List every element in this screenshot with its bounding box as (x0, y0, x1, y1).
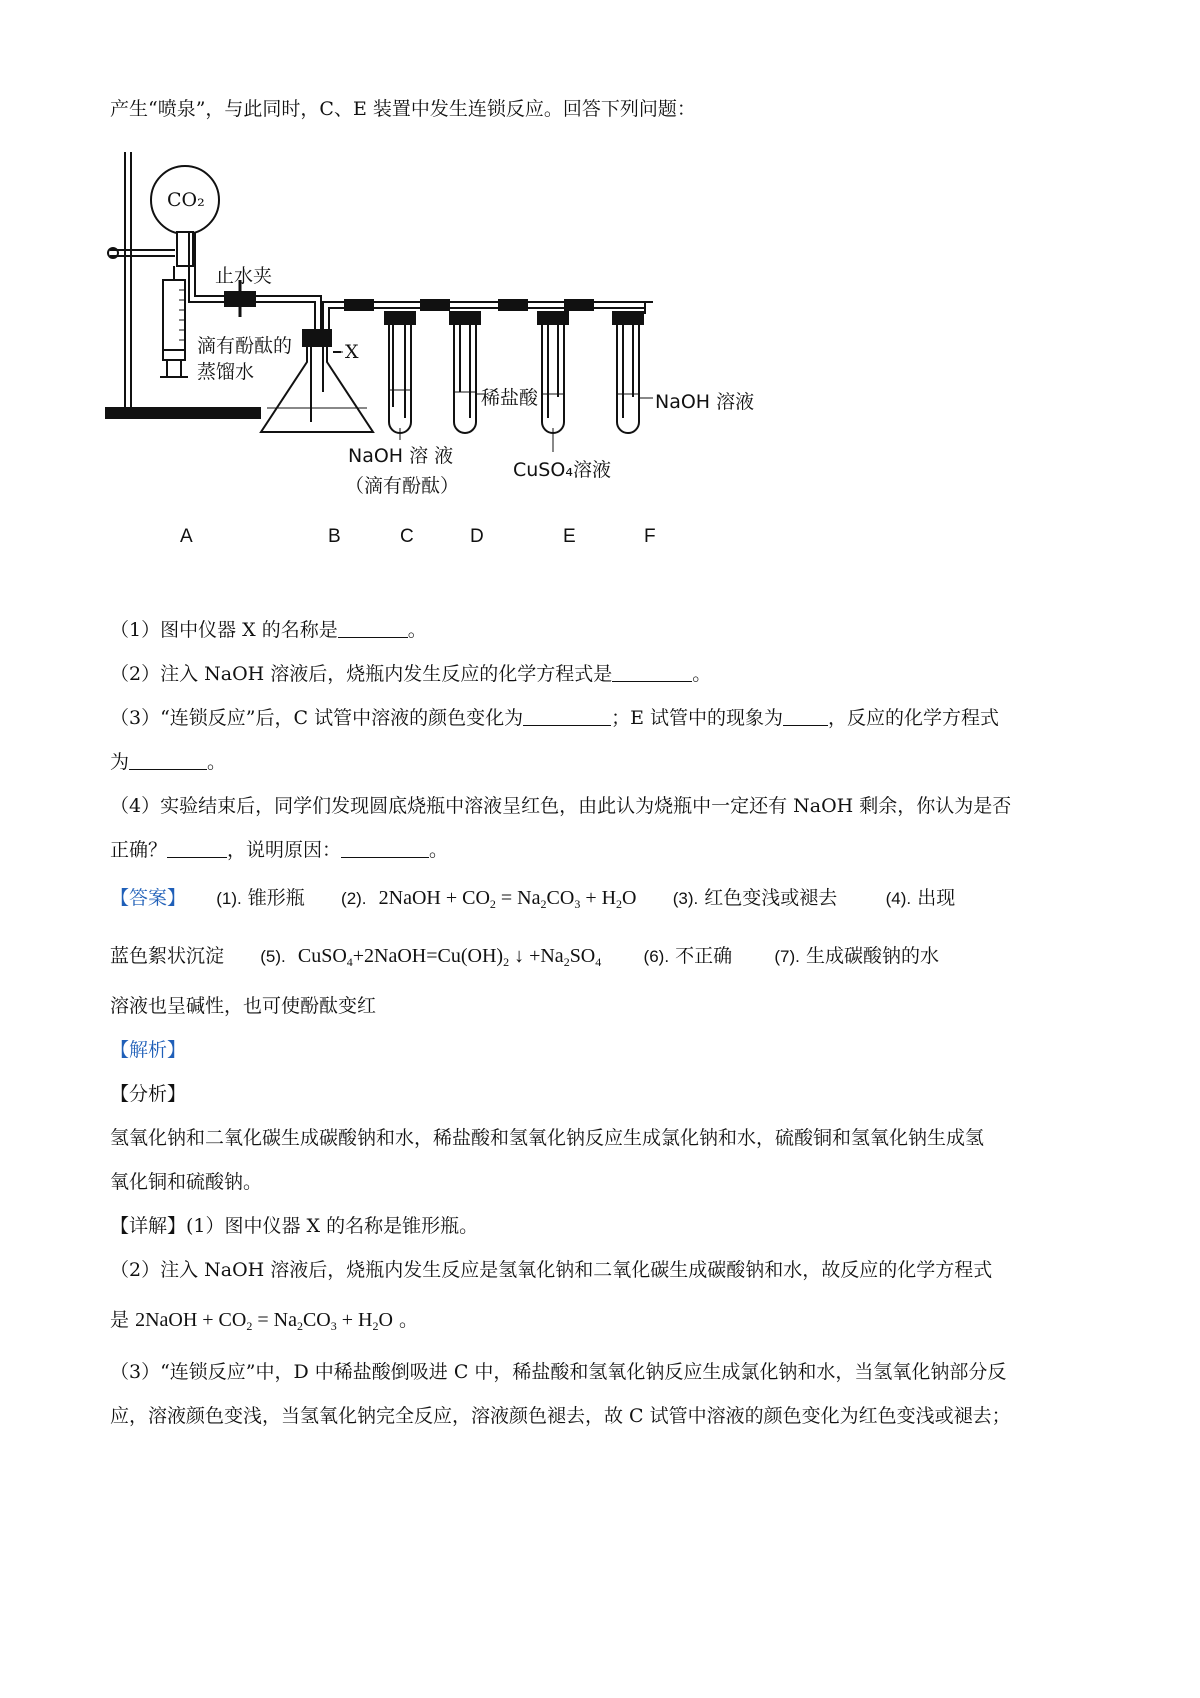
answer-blank[interactable] (341, 839, 429, 858)
detail-line-3: 是 2NaOH + $CO_2 = Na_2CO_3 + H_2O$ 。 (110, 1309, 418, 1333)
x-label: X (345, 341, 359, 363)
naoh-right-label: NaOH 溶液 (655, 391, 755, 413)
fenxi-tag: 【分析】 (110, 1083, 187, 1105)
question-4: （4）实验结束后，同学们发现圆底烧瓶中溶液呈红色，由此认为烧瓶中一定还有 NaOH 剩余，你认为是否 (110, 795, 1012, 817)
apparatus-diagram (105, 152, 825, 602)
flask-co2-label: CO₂ (167, 189, 205, 211)
answer-tag: 【答案】 (110, 887, 187, 909)
detail-line-2: （2）注入 NaOH 溶液后，烧瓶内发生反应是氢氧化钠和二氧化碳生成碳酸钠和水，故反应的化学方程式 (110, 1259, 993, 1281)
equation-cuso4-naoh: $CuSO_4+2NaOH=Cu(OH)_2$ ↓ $+Na_2SO_4$ (297, 945, 602, 969)
clamp-label: 止水夹 (215, 265, 273, 287)
answer-line-3: 溶液也呈碱性，也可使酚酞变红 (110, 995, 377, 1017)
answer-blank[interactable] (783, 707, 828, 726)
analysis-tag: 【解析】 (110, 1039, 187, 1061)
answer-line-2: 蓝色絮状沉淀 (5). $CuSO_4+2NaOH=Cu(OH)_2$ ↓ $+Na_2SO_4$ (6). 不正确 (7). 生成碳酸钠的水 (110, 945, 939, 969)
detail-line-1: 【详解】(1）图中仪器 X 的名称是锥形瓶。 (110, 1215, 479, 1237)
naoh-c-label-line1: NaOH 溶 液 (348, 445, 454, 467)
answer-blank[interactable] (523, 707, 611, 726)
question-3: （3）“连锁反应”后，C 试管中溶液的颜色变化为 ；E 试管中的现象为 ，反应的化学方程式 (110, 707, 1000, 729)
letter-b: B (328, 526, 341, 547)
question-4-cont: 正确？ ，说明原因： 。 (110, 839, 449, 861)
answer-blank[interactable] (612, 663, 692, 682)
answer-blank[interactable] (129, 751, 207, 770)
hcl-label: 稀盐酸 (481, 387, 539, 409)
letter-e: E (563, 526, 576, 547)
question-3-cont: 为 。 (110, 751, 227, 773)
question-2: （2）注入 NaOH 溶液后，烧瓶内发生反应的化学方程式是 。 (110, 663, 712, 685)
intro-text: 产生“喷泉”，与此同时，C、E 装置中发生连锁反应。回答下列问题： (110, 98, 696, 120)
detail-line-5: 应，溶液颜色变浅，当氢氧化钠完全反应，溶液颜色褪去，故 C 试管中溶液的颜色变化为红色变浅或褪去； (110, 1405, 1011, 1427)
letter-a: A (180, 526, 193, 547)
water-label-line2: 蒸馏水 (197, 361, 255, 383)
equation-naoh-co2: 2NaOH + $CO_2 = Na_2CO_3 + H_2O$ (378, 887, 637, 911)
equation-naoh-co2-detail: 2NaOH + $CO_2 = Na_2CO_3 + H_2O$ (135, 1309, 393, 1333)
letter-c: C (400, 526, 414, 547)
letter-f: F (644, 526, 656, 547)
answer-blank[interactable] (167, 839, 227, 858)
answer-line-1: 【答案】 (1). 锥形瓶 (2). 2NaOH + $CO_2 = Na_2CO_3 + H_2O$ (3). 红色变浅或褪去 (4). 出现 (110, 887, 956, 911)
detail-line-4: （3）“连锁反应”中，D 中稀盐酸倒吸进 C 中，稀盐酸和氢氧化钠反应生成氯化钠和水，当氢氧化钠部分反 (110, 1361, 1007, 1383)
letter-d: D (470, 526, 484, 547)
fenxi-line-2: 氧化铜和硫酸钠。 (110, 1171, 263, 1193)
fenxi-line-1: 氢氧化钠和二氧化碳生成碳酸钠和水，稀盐酸和氢氧化钠反应生成氯化钠和水，硫酸铜和氢氧化钠生成氢 (110, 1127, 985, 1149)
cuso4-label: CuSO₄溶液 (513, 459, 611, 481)
answer-blank[interactable] (338, 619, 408, 638)
water-label-line1: 滴有酚酞的 (197, 335, 293, 357)
naoh-c-label-line2: （滴有酚酞） (345, 475, 460, 497)
question-1: （1）图中仪器 X 的名称是 。 (110, 619, 427, 641)
